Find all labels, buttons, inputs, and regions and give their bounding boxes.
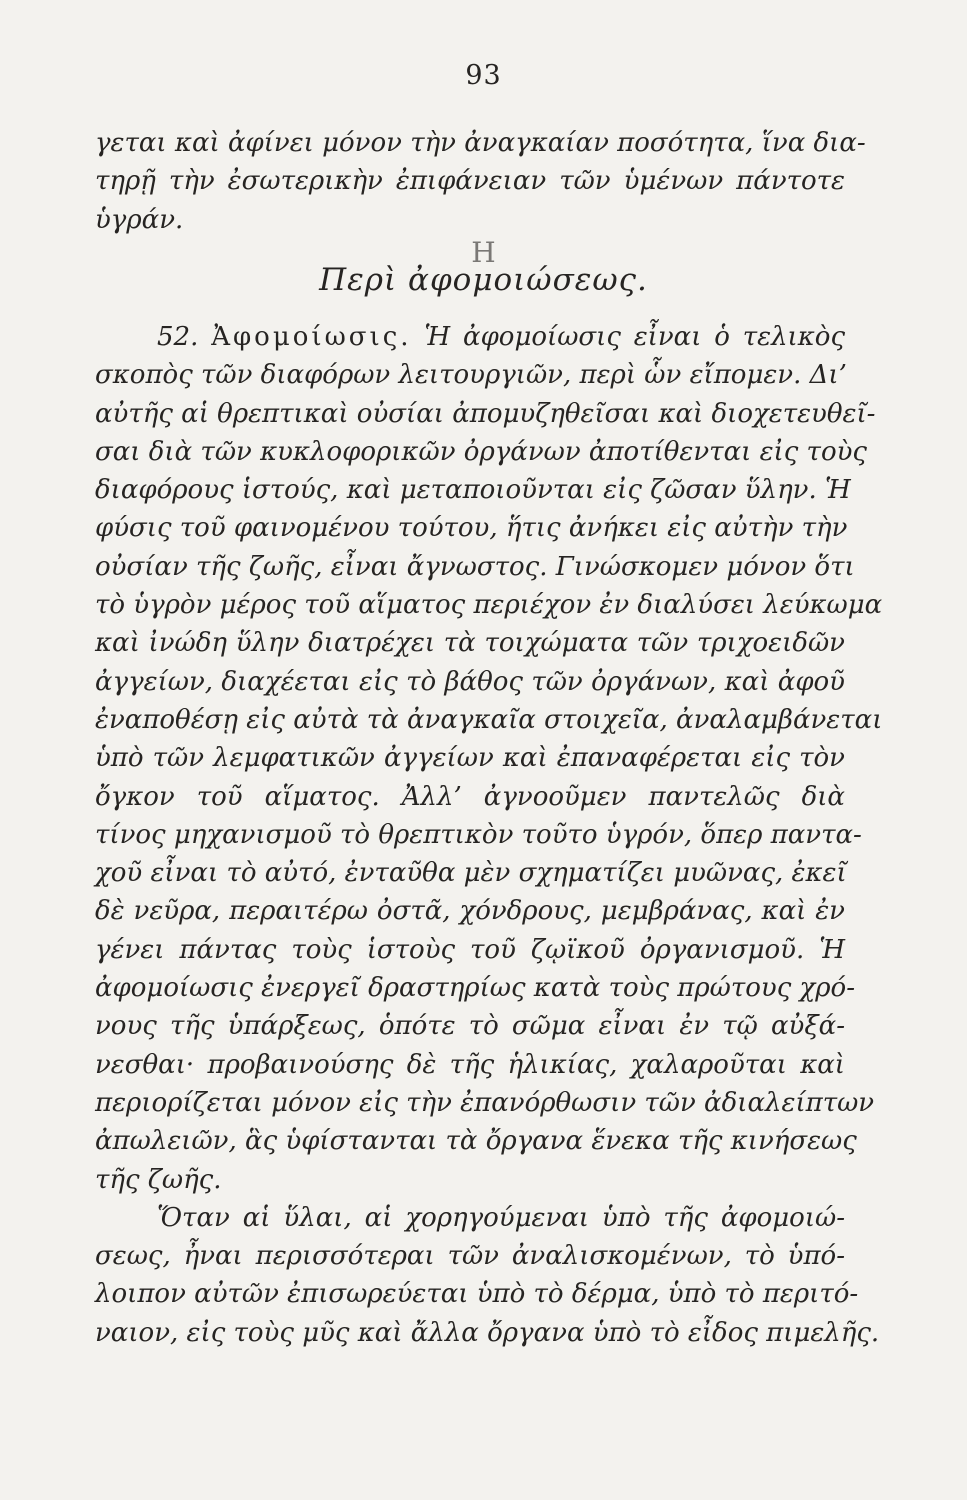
text-line: σκοπὸς τῶν διαφόρων λειτουργιῶν, περὶ ὧν εἴπομεν. Δι’ [95,360,847,391]
text-line: ἀφομοίωσις ἐνεργεῖ δραστηρίως κατὰ τοὺς πρώτους χρό- [95,973,855,1004]
text-line: διαφόρους ἱστούς, καὶ μεταποιοῦνται εἰς ζῶσαν ὕλην. Ἡ [95,475,851,506]
intro-text [95,124,866,239]
section-title: Περὶ ἀφομοιώσεως. [319,262,648,298]
text-line: νεσθαι· προβαινούσης δὲ τῆς ἡλικίας, χαλαροῦται καὶ [95,1049,845,1080]
text-line: γεται καὶ ἀφίνει μόνον τὴν ἀναγκαίαν ποσότητα, ἵνα δια- [95,128,866,158]
text-line: τίνος μηχανισμοῦ τὸ θρεπτικὸν τοῦτο ὑγρόν, ὅπερ παντα- [95,819,862,850]
text-line: τὸ ὑγρὸν μέρος τοῦ αἵματος περιέχον ἐν διαλύσει λεύκωμα [95,590,883,621]
text-line: περιορίζεται μόνον εἰς τὴν ἐπανόρθωσιν τῶν ἀδιαλείπτων [95,1087,875,1118]
text-line: ὄγκον τοῦ αἵματος. Ἀλλ’ ἀγνοοῦμεν παντελῶς διὰ [95,781,845,812]
text-line: σεως, ἦναι περισσότεραι τῶν ἀναλισκομένων, τὸ ὑπό- [95,1241,845,1272]
text-line: τῆς ζωῆς. [95,1164,222,1195]
page-number: 93 [465,60,502,91]
paragraph-52 [95,318,883,1352]
section-letter: Η [471,236,496,269]
text-line: ἀγγείων, διαχέεται εἰς τὸ βάθος τῶν ὀργάνων, καὶ ἀφοῦ [95,666,845,697]
text-line: ὑπὸ τῶν λεμφατικῶν ἀγγείων καὶ ἐπαναφέρεται εἰς τὸν [95,743,845,774]
text-line: φύσις τοῦ φαινομένου τούτου, ἥτις ἀνήκει εἰς αὐτὴν τὴν [95,513,848,544]
paragraph-heading: Ἀφομοίωσις. [211,322,412,352]
text-line: νους τῆς ὑπάρξεως, ὁπότε τὸ σῶμα εἶναι ἐν τῷ αὐξά- [95,1011,845,1042]
text-line: ἀπωλειῶν, ἃς ὑφίστανται τὰ ὄργανα ἕνεκα τῆς κινήσεως [95,1126,857,1157]
text-line: γένει πάντας τοὺς ἱστοὺς τοῦ ζῳϊκοῦ ὀργανισμοῦ. Ἡ [95,934,845,965]
text-line: οὐσίαν τῆς ζωῆς, εἶναι ἄγνωστος. Γινώσκομεν μόνον ὅτι [95,551,855,582]
text-line: δὲ νεῦρα, περαιτέρω ὀστᾶ, χόνδρους, μεμβράνας, καὶ ἐν [95,896,845,927]
paragraph-first-line-rest: Ἡ ἀφομοίωσις εἶναι ὁ τελικὸς [424,322,846,352]
text-line: σαι διὰ τῶν κυκλοφορικῶν ὀργάνων ἀποτίθενται εἰς τοὺς [95,436,867,467]
text-line: ναιον, εἰς τοὺς μῦς καὶ ἄλλα ὄργανα ὑπὸ τὸ εἶδος πιμελῆς. [95,1317,880,1348]
text-line: ἐναποθέσῃ εἰς αὐτὰ τὰ ἀναγκαῖα στοιχεῖα, ἀναλαμβάνεται [95,704,883,735]
text-line: τηρῇ τὴν ἐσωτερικὴν ἐπιφάνειαν τῶν ὑμένων πάντοτε [95,166,845,197]
text-line: καὶ ἰνώδη ὕλην διατρέχει τὰ τοιχώματα τῶν τριχοειδῶν [95,628,845,659]
text-line: Ὅταν αἱ ὕλαι, αἱ χορηγούμεναι ὑπὸ τῆς ἀφομοιώ- [157,1202,845,1233]
paragraph-number: 52. [157,322,199,352]
text-line: ὑγράν. [95,204,184,235]
text-line: χοῦ εἶναι τὸ αὐτό, ἐνταῦθα μὲν σχηματίζει μυῶνας, ἐκεῖ [95,858,847,889]
paragraph-first-line [95,318,845,356]
text-line: αὐτῆς αἱ θρεπτικαὶ οὐσίαι ἀπομυζηθεῖσαι καὶ διοχετευθεῖ- [95,398,876,429]
text-line: λοιπον αὐτῶν ἐπισωρεύεται ὑπὸ τὸ δέρμα, ὑπὸ τὸ περιτό- [95,1279,859,1310]
